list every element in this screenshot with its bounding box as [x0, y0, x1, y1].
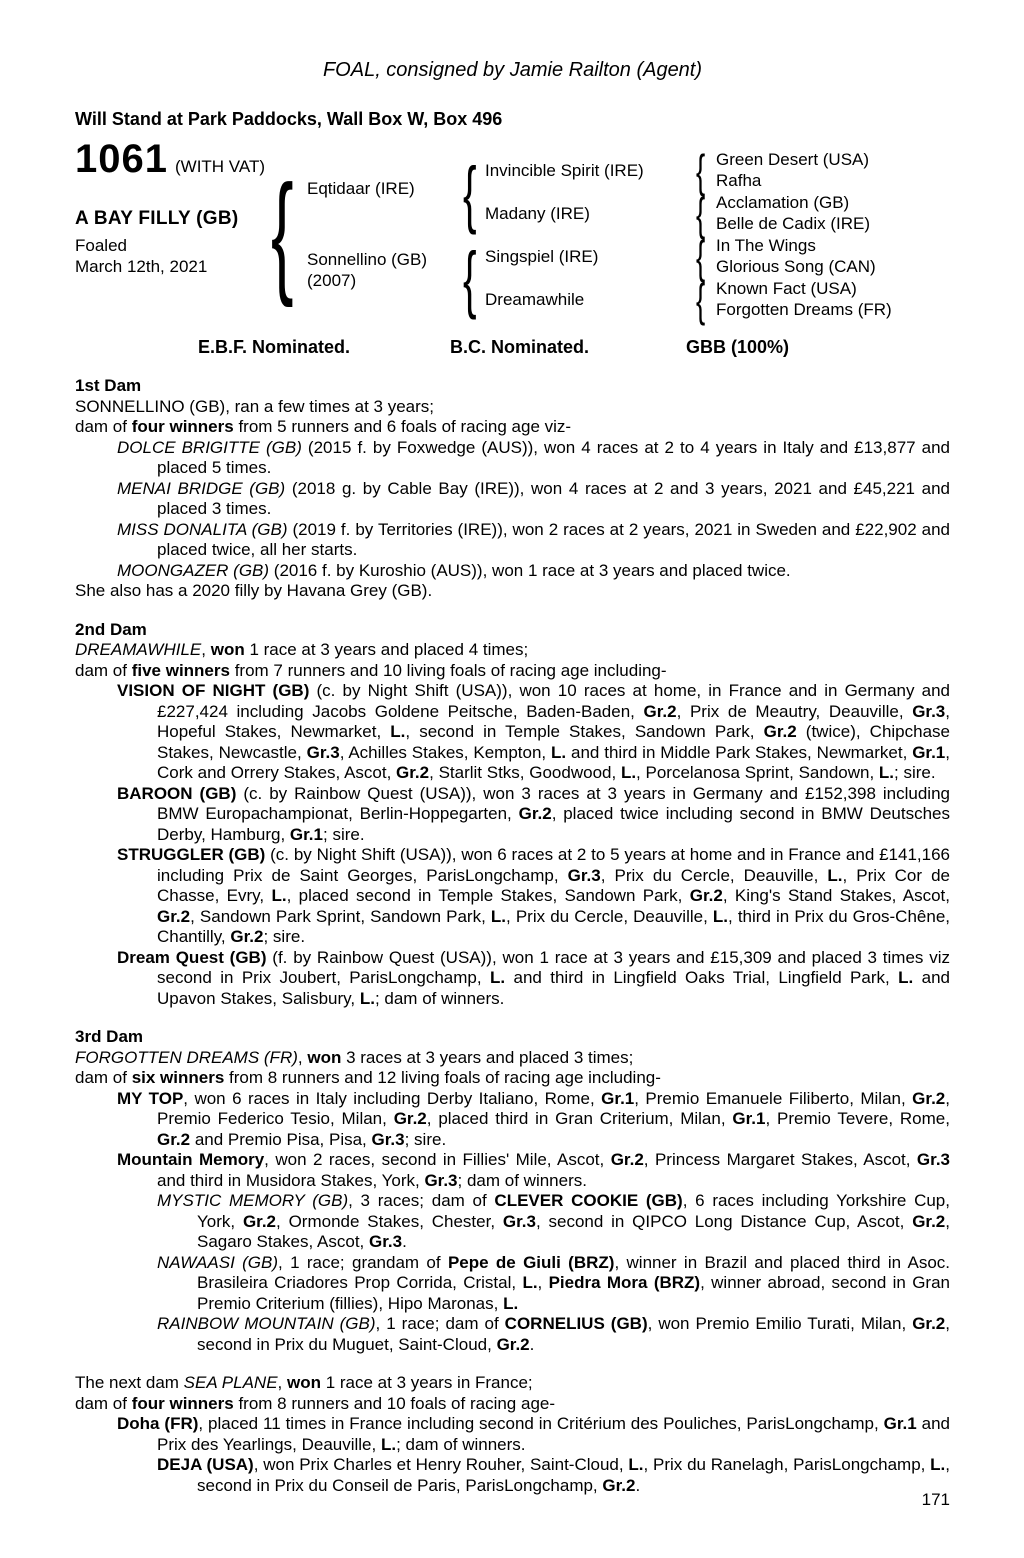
sire-dam-name: Madany (IRE) [485, 204, 590, 223]
progeny-entry: NAWAASI (GB), 1 race; grandam of Pepe de Giuli (BRZ), winner in Brazil and placed third in Asoc. Brasileira Criadores Prop Corrida, Cristal, L., Piedra Mora (BRZ), winner abroad, second in Gran Premio Criterium (fillies), Hipo Maronas, L. [157, 1252, 951, 1313]
pedigree-brace: { [696, 231, 706, 283]
pedigree-brace: { [696, 188, 706, 240]
progeny-entry: RAINBOW MOUNTAIN (GB), 1 race; dam of CORNELIUS (GB), won Premio Emilio Turati, Milan, Gr.2, second in Prix du Muguet, Saint-Cloud, Gr.2. [157, 1314, 951, 1354]
progeny-entry: DOLCE BRIGITTE (GB) (2015 f. by Foxwedge (AUS)), won 4 races at 2 to 4 years in Italy and £13,877 and placed 5 times. [117, 437, 950, 477]
dam-race-record: DREAMAWHILE, won 1 race at 3 years and placed 4 times; [75, 640, 529, 659]
pedigree-brace: { [696, 145, 706, 197]
pedigree-brace: { [696, 274, 706, 326]
lot-number: 1061 [75, 137, 168, 181]
progeny-entry: MISS DONALITA (GB) (2019 f. by Territories (IRE)), won 2 races at 2 years, 2021 in Sweden and £22,902 and placed twice, all her starts. [117, 519, 950, 559]
great-grandparent-name: Glorious Song (CAN) [716, 257, 876, 276]
additional-note: She also has a 2020 filly by Havana Grey (GB). [75, 581, 433, 600]
dam-race-record: FORGOTTEN DREAMS (FR), won 3 races at 3 years and placed 3 times; [75, 1047, 634, 1067]
section-heading: 2nd Dam [75, 619, 147, 639]
gbb-status: GBB (100%) [686, 337, 790, 357]
great-grandparent-name: In The Wings [716, 236, 816, 255]
nominations-row [75, 337, 950, 358]
pedigree-brace: { [463, 152, 477, 235]
section-3rd-dam [75, 1027, 950, 1355]
dam-dam-name: Dreamawhile [485, 290, 585, 309]
lot-line [75, 137, 265, 181]
section-2nd-dam [75, 620, 950, 1010]
great-grandparent-name: Green Desert (USA) [716, 150, 870, 169]
horse-name: A BAY FILLY (GB) [75, 208, 239, 229]
stand-location: Will Stand at Park Paddocks, Wall Box W, Box 496 [75, 108, 503, 129]
great-grandparent-name: Known Fact (USA) [716, 279, 857, 298]
progeny-entry: MENAI BRIDGE (GB) (2018 g. by Cable Bay (IRE)), won 4 races at 2 and 3 years, 2021 and £45,221 and placed 3 times. [117, 478, 950, 518]
foaled-date: March 12th, 2021 [75, 257, 208, 276]
great-grandparent-name: Rafha [716, 171, 762, 190]
dam-year: (2007) [307, 271, 357, 290]
page-number: 171 [921, 1490, 950, 1509]
section-1st-dam [75, 376, 950, 602]
section-heading: 3rd Dam [75, 1027, 144, 1046]
bc-nomination: B.C. Nominated. [450, 337, 590, 357]
progeny-entry: Dream Quest (GB) (f. by Rainbow Quest (USA)), won 1 race at 3 years and £15,309 and placed 3 times viz second in Prix Joubert, ParisLongchamp, L. and third in Lingfield Oaks Trial, Lingfield Park, L. and Upavon Stakes, Salisbury, L.; dam of winners. [117, 947, 950, 1008]
produce-summary: dam of six winners from 8 runners and 12 living foals of racing age including- [75, 1068, 661, 1087]
dam-name: Sonnellino (GB) [307, 250, 428, 269]
page-content [75, 60, 950, 1496]
progeny-entry: MY TOP, won 6 races in Italy including Derby Italiano, Rome, Gr.1, Premio Emanuele Filiberto, Milan, Gr.2, Premio Federico Tesio, Milan, Gr.2, placed third in Gran Criterium, Milan, Gr.1, Premio Tevere, Rome, Gr.2 and Premio Pisa, Pisa, Gr.3; sire. [117, 1088, 950, 1149]
sire-name: Eqtidaar (IRE) [307, 179, 415, 198]
pedigree-brace: { [271, 157, 294, 308]
dam-sire-name: Singspiel (IRE) [485, 247, 599, 266]
progeny-entry: MYSTIC MEMORY (GB), 3 races; dam of CLEVER COOKIE (GB), 6 races including Yorkshire Cup, York, Gr.2, Ormonde Stakes, Chester, Gr.3, second in QIPCO Long Distance Cup, Ascot, Gr.2, Sagaro Stakes, Ascot, Gr.3. [157, 1191, 951, 1251]
ebf-nomination: E.B.F. Nominated. [198, 337, 351, 357]
foaled-label: Foaled [75, 236, 127, 255]
produce-summary: dam of four winners from 8 runners and 10 foals of racing age- [75, 1393, 556, 1413]
great-grandparent-name: Forgotten Dreams (FR) [716, 300, 892, 319]
progeny-entry: DEJA (USA), won Prix Charles et Henry Rouher, Saint-Cloud, L., Prix du Ranelagh, ParisLongchamp, L., second in Prix du Conseil de Paris, ParisLongchamp, Gr.2. [157, 1455, 951, 1495]
vat-note: (WITH VAT) [174, 157, 265, 176]
section-next-dam [75, 1373, 950, 1496]
progeny-entry: Mountain Memory, won 2 races, second in Fillies' Mile, Ascot, Gr.2, Princess Margaret Stakes, Ascot, Gr.3 and third in Musidora Stakes, York, Gr.3; dam of winners. [117, 1150, 951, 1190]
dam-race-record: The next dam SEA PLANE, won 1 race at 3 years in France; [75, 1373, 533, 1392]
progeny-entry: Doha (FR), placed 11 times in France including second in Critérium des Pouliches, ParisLongchamp, Gr.1 and Prix des Yearlings, Deauville, L.; dam of winners. [117, 1414, 950, 1454]
produce-summary: dam of four winners from 5 runners and 6 foals of racing age viz- [75, 417, 572, 436]
consignor-title: FOAL, consigned by Jamie Railton (Agent) [322, 59, 703, 81]
pedigree-brace: { [463, 237, 477, 320]
dam-race-record: SONNELLINO (GB), ran a few times at 3 years; [75, 396, 435, 416]
produce-summary: dam of five winners from 7 runners and 10 living foals of racing age including- [75, 660, 667, 680]
progeny-entry: VISION OF NIGHT (GB) (c. by Night Shift (USA)), won 10 races at home, in France and in Germany and £227,424 including Jacobs Goldene Peitsche, Baden-Baden, Gr.2, Prix de Meautry, Deauville, Gr.3, Hopeful Stakes, Newmarket, L., second in Temple Stakes, Sandown Park, Gr.2 (twice), Chipchase Stakes, Newcastle, Gr.3, Achilles Stakes, Kempton, L. and third in Middle Park Stakes, Newmarket, Gr.1, Cork and Orrery Stakes, Ascot, Gr.2, Starlit Stks, Goodwood, L., Porcelanosa Sprint, Sandown, L.; sire. [117, 681, 951, 782]
great-grandparent-name: Acclamation (GB) [716, 193, 850, 212]
progeny-entry: BAROON (GB) (c. by Rainbow Quest (USA)), won 3 races at 3 years in Germany and £152,398 including BMW Europachampionat, Berlin-Hoppegarten, Gr.2, placed twice including second in BMW Deutsches Derby, Hamburg, Gr.1; sire. [117, 783, 950, 844]
pedigree-table [75, 137, 950, 327]
progeny-entry: STRUGGLER (GB) (c. by Night Shift (USA)), won 6 races at 2 to 5 years at home and in France and £141,166 including Prix de Saint Georges, ParisLongchamp, Gr.3, Prix du Cercle, Deauville, L., Prix Cor de Chasse, Evry, L., placed second in Temple Stakes, Sandown Park, Gr.2, King's Stand Stakes, Ascot, Gr.2, Sandown Park Sprint, Sandown Park, L., Prix du Cercle, Deauville, L., third in Prix du Gros-Chêne, Chantilly, Gr.2; sire. [117, 845, 951, 946]
section-heading: 1st Dam [75, 376, 142, 395]
great-grandparent-name: Belle de Cadix (IRE) [716, 214, 871, 233]
progeny-entry: MOONGAZER (GB) (2016 f. by Kuroshio (AUS)), won 1 race at 3 years and placed twice. [117, 560, 791, 580]
sire-sire-name: Invincible Spirit (IRE) [485, 161, 644, 180]
